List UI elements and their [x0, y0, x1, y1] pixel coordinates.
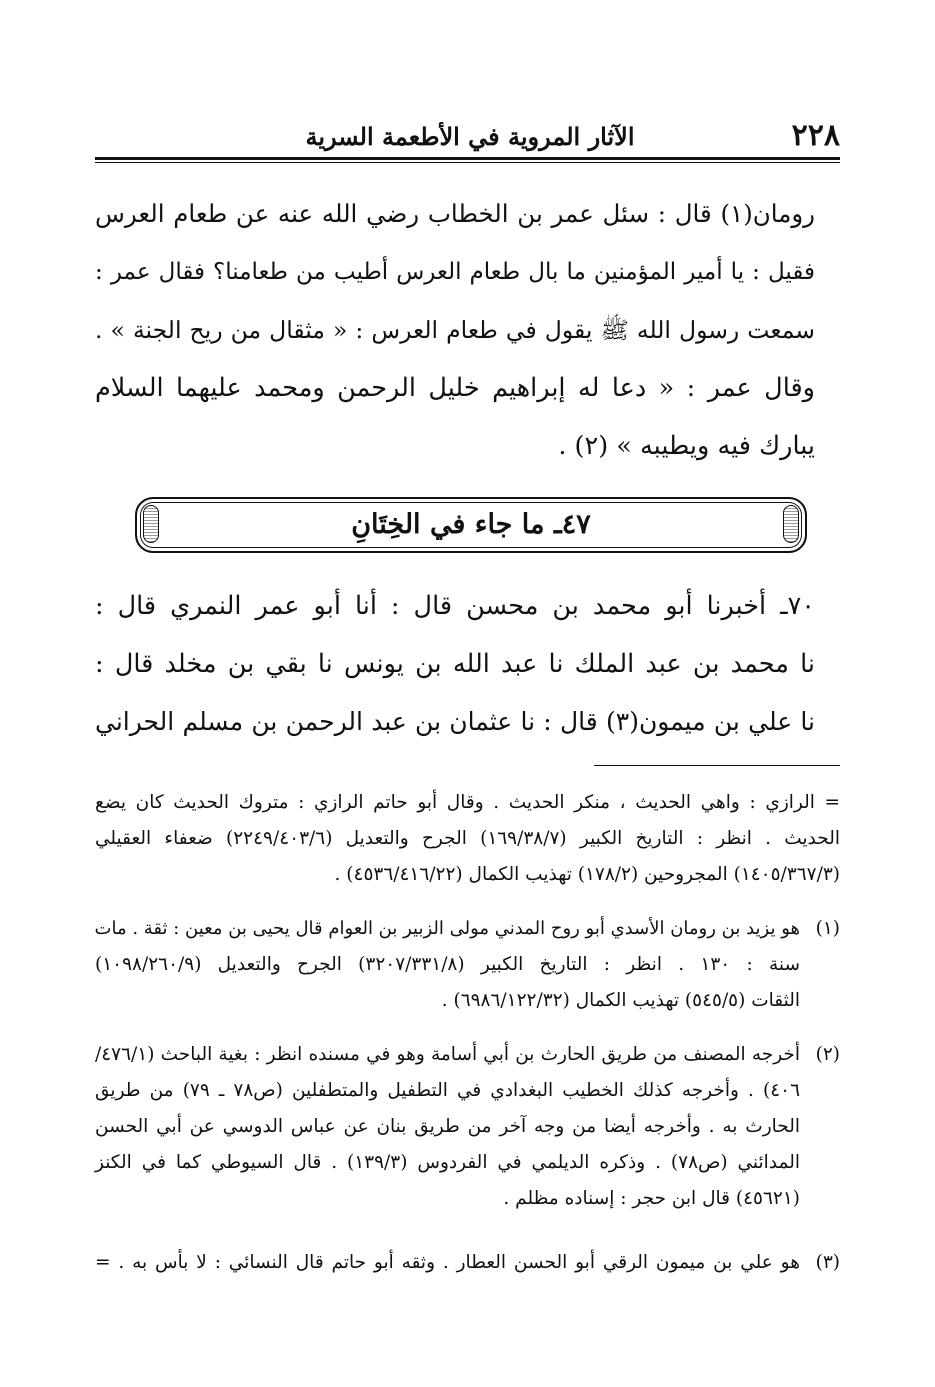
- chapter-title: ٤٧ـ ما جاء في الخِتَانِ: [351, 509, 591, 540]
- footnote-line: ٤٠٦) . وأخرجه كذلك الخطيب البغدادي في التطفيل والمتطفلين (ص٧٨ ـ ٧٩) من طريق: [95, 1080, 801, 1101]
- running-title: الآثار المروية في الأطعمة السرية: [305, 122, 635, 151]
- ornament-right: [783, 505, 799, 543]
- text-line: وقال عمر : « دعا له إبراهيم خليل الرحمن ومحمد عليهما السلام: [95, 373, 815, 403]
- text-line: نا علي بن ميمون(٣) قال : نا عثمان بن عبد الرحمن بن مسلم الحراني: [95, 707, 815, 736]
- footnote-line: (١٤٠٥/٣٦٧/٣) المجروحين (١٧٨/٢) تهذيب الكمال (٤٥٣٦/٤١٦/٢٢) .: [334, 864, 840, 885]
- header-rule-thin: [95, 162, 840, 163]
- footnote-number: (٣): [815, 1252, 840, 1273]
- footnote-line: أخرجه المصنف من طريق الحارث بن أبي أسامة وهو في مسنده انظر : بغية الباحث (٤٧٦/١/: [95, 1044, 800, 1065]
- footnote-2: [95, 1037, 840, 1217]
- footnote-1: [95, 911, 840, 1019]
- footnote-number: (٢): [815, 1044, 840, 1065]
- text-line: رومان(١) قال : سئل عمر بن الخطاب رضي الله عنه عن طعام العرس: [95, 199, 815, 228]
- text-line: ٧٠ـ أخبرنا أبو محمد بن محسن قال : أنا أبو عمر النمري قال :: [95, 591, 815, 621]
- text-line: فقيل : يا أمير المؤمنين ما بال طعام العرس أطيب من طعامنا؟ فقال عمر :: [95, 259, 815, 285]
- footnote-line: (٤٥٦٢١) قال ابن حجر : إسناده مظلم .: [503, 1188, 800, 1209]
- chapter-heading-box: [135, 497, 807, 553]
- footnote-line: المدائني (ص٧٨) . وذكره الديلمي في الفردوس (١٣٩/٣) . قال السيوطي كما في الكنز: [95, 1152, 800, 1173]
- footnote-line: الثقات (٥٤٥/٥) تهذيب الكمال (٦٩٨٦/١٢٢/٣٢) .: [441, 990, 800, 1011]
- footnote-3: [95, 1245, 840, 1281]
- ornament-left: [143, 505, 159, 543]
- page-header: [95, 118, 840, 158]
- footnote-line: الحارث به . وأخرجه أيضا من وجه آخر من طريق بنان عن عباس الدوسي عن أبي الحسن: [95, 1116, 800, 1137]
- footnote-line: = الرازي : واهي الحديث ، منكر الحديث . وقال أبو حاتم الرازي : متروك الحديث كان يضع: [95, 792, 840, 813]
- page-number: ٢٢٨: [791, 118, 840, 153]
- footnote-line: سنة : ١٣٠ . انظر : التاريخ الكبير (٣٢٠٧/٣٣١/٨) الجرح والتعديل (١٠٩٨/٢٦٠/٩): [95, 954, 800, 975]
- main-text-bottom: [95, 577, 815, 751]
- text-line: يبارك فيه ويطيبه » (٢) .: [558, 431, 815, 461]
- footnote-line: هو علي بن ميمون الرقي أبو الحسن العطار . وثقه أبو حاتم قال النسائي : لا بأس به . =: [95, 1252, 800, 1273]
- footnote-number: (١): [815, 918, 840, 939]
- footnote-line: هو يزيد بن رومان الأسدي أبو روح المدني مولى الزبير بن العوام قال يحيى بن معين : ثقة . مات: [94, 918, 800, 939]
- footnote-continued: [95, 785, 840, 893]
- header-rule: [95, 157, 840, 160]
- footnote-rule: [594, 765, 840, 766]
- text-line: سمعت رسول الله ﷺ يقول في طعام العرس : « مثقال من ريح الجنة » .: [95, 316, 815, 344]
- main-text-top: [95, 185, 815, 475]
- footnote-line: الحديث . انظر : التاريخ الكبير (١٦٩/٣٨/٧) الجرح والتعديل (٢٢٤٩/٤٠٣/٦) ضعفاء العقيلي: [95, 828, 840, 849]
- text-line: نا محمد بن عبد الملك نا عبد الله بن يونس نا بقي بن مخلد قال :: [95, 649, 815, 679]
